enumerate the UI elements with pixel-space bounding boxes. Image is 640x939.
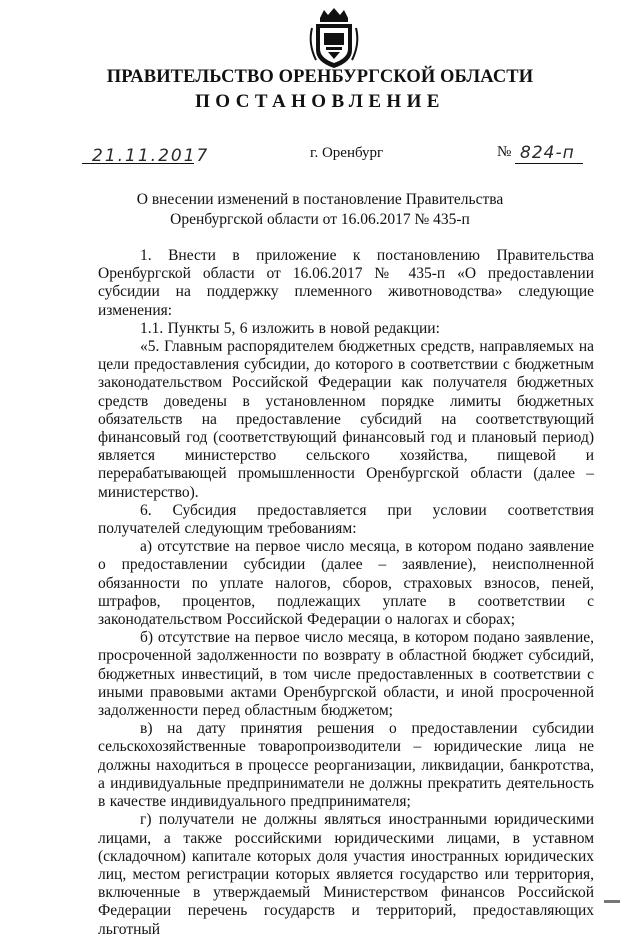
number-underline: [515, 163, 583, 164]
document-body: [98, 247, 594, 939]
paragraph: «5. Главным распорядителем бюджетных средств, направляемых на цели предоставления субсидии, до которого в соответствии с бюджетным законодательством Российской Федерации как получателя бюджетных средств доведены в установленном порядке лимиты бюджетных обязательств на предоставление субсидий на соответствующий финансовый год (соответствующий финансовый год и плановый период) является министерство сельского хозяйства, пищевой и перерабатывающей промышленности Оренбургской области (далее – министерство).: [98, 338, 594, 501]
paragraph: а) отсутствие на первое число месяца, в котором подано заявление о предоставлении субсидии (далее – заявление), неисполненной обязанности по уплате налогов, сборов, страховых взносов, пеней, штрафов, процентов, подлежащих уплате в соответствии с законодательством Российской Федерации о налогах и сборах;: [98, 538, 594, 629]
document-kind: ПОСТАНОВЛЕНИЕ: [195, 91, 445, 112]
paragraph: в) на дату принятия решения о предоставлении субсидии сельскохозяйственные товаропроизводители – юридические лица не должны находиться в процессе реорганизации, ликвидации, банкротства, а индивидуальные предприниматели не должны прекратить деятельность в качестве индивидуального предпринимателя;: [98, 720, 594, 811]
date-underline: [82, 163, 194, 164]
paragraph: 6. Субсидия предоставляется при условии соответствия получателей следующим требованиям:: [98, 501, 594, 538]
title-line: Оренбургской области от 16.06.2017 № 435-п: [170, 211, 470, 228]
government-name: ПРАВИТЕЛЬСТВО ОРЕНБУРГСКОЙ ОБЛАСТИ: [106, 67, 534, 87]
coat-of-arms-icon: [306, 6, 362, 70]
title-line: О внесении изменений в постановление Правительства: [136, 191, 504, 208]
paragraph: 1. Внести в приложение к постановлению Правительства Оренбургской области от 16.06.2017 № 435-п «О предоставлении субсидии на поддержку племенного животноводства» следующие изменения:: [98, 247, 594, 319]
document-city: г. Оренбург: [310, 145, 384, 161]
document-number: 824-п: [520, 143, 575, 163]
number-label: №: [497, 144, 512, 160]
paragraph: 1.1. Пункты 5, 6 изложить в новой редакции:: [140, 319, 440, 337]
document-title: [0, 190, 640, 230]
paragraph: б) отсутствие на первое число месяца, в котором подано заявление, просроченной задолженности по возврату в областной бюджет субсидий, бюджетных инвестиций, в том числе предоставленных в соответствии с иными правовыми актами Оренбургской области, и иной просроченной задолженности перед областным бюджетом;: [98, 629, 594, 720]
page-marker: [604, 900, 620, 903]
paragraph: г) получатели не должны являться иностранными юридическими лицами, а также российскими юридическими лицами, в уставном (складочном) капитале которых доля участия иностранных юридических лиц, местом регистрации которых является государство или территория, включенные в утверждаемый Министерством финансов Российской Федерации перечень государств и территорий, предоставляющих льготный: [98, 811, 594, 938]
document-date: 21.11.2017: [92, 146, 210, 166]
